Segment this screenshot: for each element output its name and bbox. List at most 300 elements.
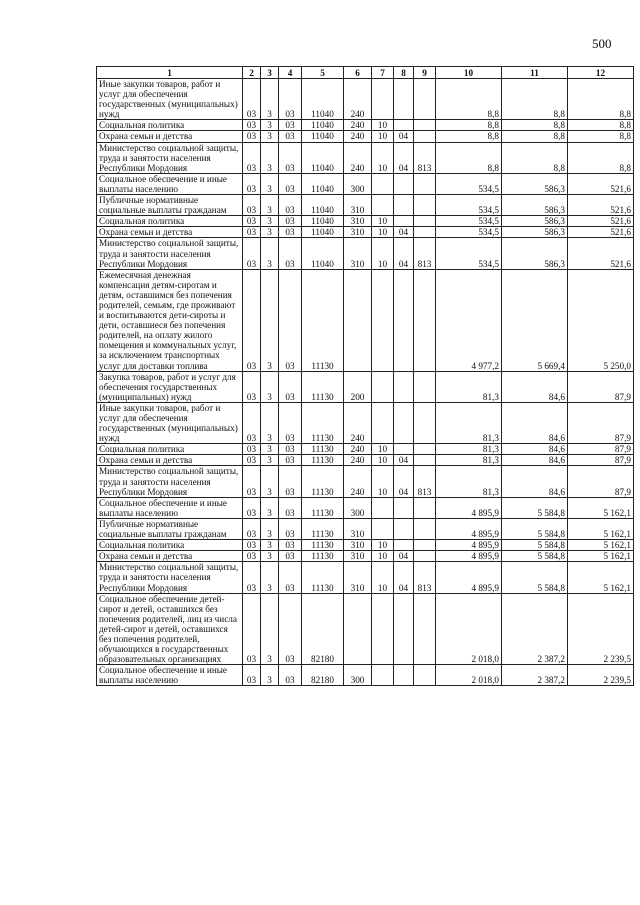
cell-amount-col-12: 8,8 <box>568 131 634 142</box>
cell-amount-col-11: 8,8 <box>502 131 568 142</box>
cell-section: 10 <box>372 562 394 593</box>
cell-amount-col-11: 8,8 <box>502 79 568 120</box>
cell-code-2: 3 <box>261 593 279 665</box>
cell-target-article: 11130 <box>302 269 344 371</box>
cell-name: Социальная политика <box>97 120 243 131</box>
cell-expense-type: 310 <box>344 518 372 539</box>
header-row <box>97 67 634 79</box>
cell-section <box>372 79 394 120</box>
cell-amount-col-11: 84,6 <box>502 455 568 466</box>
cell-code-3: 03 <box>279 402 302 443</box>
cell-expense-type: 310 <box>344 216 372 227</box>
cell-subsection <box>394 593 414 665</box>
cell-section: 10 <box>372 466 394 497</box>
column-header-8: 8 <box>394 67 414 79</box>
cell-amount-col-11: 5 584,8 <box>502 551 568 562</box>
cell-code-2: 3 <box>261 455 279 466</box>
table-row <box>97 444 634 455</box>
cell-code-3: 03 <box>279 238 302 269</box>
cell-amount-col-11: 84,6 <box>502 444 568 455</box>
column-header-1: 1 <box>97 67 243 79</box>
cell-expense-type: 240 <box>344 142 372 173</box>
column-header-11: 11 <box>502 67 568 79</box>
cell-code-1: 03 <box>243 371 261 402</box>
cell-target-article: 11040 <box>302 142 344 173</box>
table-row <box>97 551 634 562</box>
cell-amount-col-12: 5 162,1 <box>568 540 634 551</box>
cell-amount-col-12: 87,9 <box>568 402 634 443</box>
cell-subsection <box>394 518 414 539</box>
cell-code-1: 03 <box>243 402 261 443</box>
cell-code-1: 03 <box>243 173 261 194</box>
cell-ministry-code: 813 <box>414 142 436 173</box>
table-row <box>97 216 634 227</box>
cell-amount-col-11: 2 387,2 <box>502 593 568 665</box>
cell-expense-type: 300 <box>344 173 372 194</box>
cell-amount-col-11: 84,6 <box>502 466 568 497</box>
cell-amount-col-10: 8,8 <box>436 131 502 142</box>
cell-ministry-code: 813 <box>414 466 436 497</box>
cell-ministry-code <box>414 371 436 402</box>
cell-expense-type: 310 <box>344 195 372 216</box>
cell-name: Министерство социальной защиты, труда и занятости населения Республики Мордовия <box>97 466 243 497</box>
cell-ministry-code <box>414 665 436 686</box>
table-body <box>97 79 634 686</box>
cell-amount-col-10: 81,3 <box>436 402 502 443</box>
cell-section <box>372 497 394 518</box>
cell-target-article: 11040 <box>302 195 344 216</box>
table-row <box>97 120 634 131</box>
cell-code-3: 03 <box>279 227 302 238</box>
table-row <box>97 518 634 539</box>
cell-expense-type: 310 <box>344 551 372 562</box>
cell-amount-col-12: 2 239,5 <box>568 593 634 665</box>
cell-name: Охрана семьи и детства <box>97 551 243 562</box>
cell-expense-type: 300 <box>344 665 372 686</box>
cell-code-1: 03 <box>243 444 261 455</box>
cell-target-article: 11130 <box>302 466 344 497</box>
cell-amount-col-10: 8,8 <box>436 120 502 131</box>
cell-code-2: 3 <box>261 195 279 216</box>
page-number: 500 <box>592 36 612 51</box>
table-row <box>97 269 634 371</box>
table-row <box>97 665 634 686</box>
cell-ministry-code <box>414 551 436 562</box>
cell-amount-col-12: 521,6 <box>568 227 634 238</box>
cell-target-article: 11040 <box>302 227 344 238</box>
cell-code-3: 03 <box>279 216 302 227</box>
cell-amount-col-10: 81,3 <box>436 371 502 402</box>
cell-amount-col-12: 5 162,1 <box>568 497 634 518</box>
cell-amount-col-12: 521,6 <box>568 195 634 216</box>
cell-code-1: 03 <box>243 497 261 518</box>
cell-code-1: 03 <box>243 593 261 665</box>
cell-code-3: 03 <box>279 551 302 562</box>
cell-code-2: 3 <box>261 227 279 238</box>
cell-subsection: 04 <box>394 466 414 497</box>
cell-expense-type: 310 <box>344 227 372 238</box>
cell-code-3: 03 <box>279 593 302 665</box>
cell-amount-col-10: 8,8 <box>436 79 502 120</box>
table-row <box>97 195 634 216</box>
cell-code-3: 03 <box>279 455 302 466</box>
cell-amount-col-10: 4 895,9 <box>436 540 502 551</box>
budget-table <box>96 66 634 686</box>
cell-name: Ежемесячная денежная компенсация детям-сиротам и детям, оставшимся без попечения родителей, семьям, где проживают и воспитываются дети-сироты и дети, оставшиеся без попечения родителей, на оплату жилого помещения и коммунальных услуг, за исключением транспортных услуг для доставки топлива <box>97 269 243 371</box>
cell-ministry-code <box>414 195 436 216</box>
cell-code-3: 03 <box>279 371 302 402</box>
cell-ministry-code <box>414 173 436 194</box>
column-header-4: 4 <box>279 67 302 79</box>
cell-code-1: 03 <box>243 518 261 539</box>
table-row <box>97 540 634 551</box>
column-header-7: 7 <box>372 67 394 79</box>
column-header-6: 6 <box>344 67 372 79</box>
cell-ministry-code <box>414 227 436 238</box>
cell-code-3: 03 <box>279 120 302 131</box>
cell-amount-col-10: 534,5 <box>436 227 502 238</box>
cell-name: Закупка товаров, работ и услуг для обеспечения государственных (муниципальных) нужд <box>97 371 243 402</box>
cell-target-article: 11040 <box>302 238 344 269</box>
cell-expense-type: 240 <box>344 120 372 131</box>
cell-code-2: 3 <box>261 444 279 455</box>
cell-section: 10 <box>372 551 394 562</box>
cell-amount-col-10: 81,3 <box>436 466 502 497</box>
cell-amount-col-12: 2 239,5 <box>568 665 634 686</box>
table-row <box>97 593 634 665</box>
cell-code-1: 03 <box>243 195 261 216</box>
cell-name: Иные закупки товаров, работ и услуг для обеспечения государственных (муниципальных) нужд <box>97 79 243 120</box>
cell-ministry-code <box>414 593 436 665</box>
cell-code-2: 3 <box>261 402 279 443</box>
cell-subsection <box>394 444 414 455</box>
cell-code-3: 03 <box>279 173 302 194</box>
cell-subsection <box>394 371 414 402</box>
cell-target-article: 11040 <box>302 131 344 142</box>
cell-subsection: 04 <box>394 455 414 466</box>
cell-target-article: 11130 <box>302 402 344 443</box>
cell-target-article: 11130 <box>302 551 344 562</box>
cell-amount-col-12: 5 162,1 <box>568 551 634 562</box>
cell-amount-col-12: 8,8 <box>568 79 634 120</box>
cell-name: Социальное обеспечение и иные выплаты населению <box>97 173 243 194</box>
cell-amount-col-11: 586,3 <box>502 173 568 194</box>
cell-ministry-code <box>414 444 436 455</box>
cell-code-2: 3 <box>261 131 279 142</box>
cell-amount-col-10: 81,3 <box>436 444 502 455</box>
cell-section: 10 <box>372 238 394 269</box>
column-header-2: 2 <box>243 67 261 79</box>
cell-code-1: 03 <box>243 455 261 466</box>
cell-code-1: 03 <box>243 540 261 551</box>
cell-expense-type: 240 <box>344 444 372 455</box>
cell-code-1: 03 <box>243 227 261 238</box>
cell-section: 10 <box>372 455 394 466</box>
cell-amount-col-11: 5 584,8 <box>502 562 568 593</box>
cell-code-3: 03 <box>279 466 302 497</box>
cell-expense-type: 310 <box>344 238 372 269</box>
cell-section <box>372 371 394 402</box>
cell-target-article: 11130 <box>302 497 344 518</box>
cell-code-2: 3 <box>261 216 279 227</box>
table-row <box>97 402 634 443</box>
cell-code-3: 03 <box>279 444 302 455</box>
cell-target-article: 11130 <box>302 444 344 455</box>
column-header-3: 3 <box>261 67 279 79</box>
cell-amount-col-11: 5 584,8 <box>502 518 568 539</box>
cell-expense-type: 240 <box>344 79 372 120</box>
cell-subsection: 04 <box>394 131 414 142</box>
cell-name: Охрана семьи и детства <box>97 227 243 238</box>
cell-amount-col-11: 2 387,2 <box>502 665 568 686</box>
cell-target-article: 82180 <box>302 593 344 665</box>
cell-amount-col-11: 586,3 <box>502 216 568 227</box>
table-row <box>97 371 634 402</box>
cell-amount-col-10: 4 977,2 <box>436 269 502 371</box>
cell-name: Иные закупки товаров, работ и услуг для обеспечения государственных (муниципальных) нужд <box>97 402 243 443</box>
cell-code-2: 3 <box>261 238 279 269</box>
cell-ministry-code <box>414 518 436 539</box>
cell-ministry-code <box>414 216 436 227</box>
cell-section <box>372 518 394 539</box>
cell-amount-col-11: 84,6 <box>502 371 568 402</box>
cell-ministry-code: 813 <box>414 562 436 593</box>
cell-code-1: 03 <box>243 120 261 131</box>
column-header-10: 10 <box>436 67 502 79</box>
cell-subsection <box>394 216 414 227</box>
cell-target-article: 11040 <box>302 173 344 194</box>
column-header-5: 5 <box>302 67 344 79</box>
cell-ministry-code <box>414 79 436 120</box>
cell-target-article: 82180 <box>302 665 344 686</box>
cell-code-1: 03 <box>243 131 261 142</box>
cell-amount-col-10: 534,5 <box>436 195 502 216</box>
cell-amount-col-10: 4 895,9 <box>436 497 502 518</box>
cell-code-2: 3 <box>261 665 279 686</box>
cell-amount-col-10: 534,5 <box>436 173 502 194</box>
cell-code-3: 03 <box>279 79 302 120</box>
cell-code-3: 03 <box>279 665 302 686</box>
cell-section: 10 <box>372 444 394 455</box>
cell-name: Социальное обеспечение детей-сирот и детей, оставшихся без попечения родителей, лиц из числа детей-сирот и детей, оставшихся без попечения родителей, обучающихся в государственных образовательных организациях <box>97 593 243 665</box>
cell-ministry-code <box>414 455 436 466</box>
cell-expense-type: 240 <box>344 131 372 142</box>
table-row <box>97 227 634 238</box>
cell-amount-col-12: 5 162,1 <box>568 518 634 539</box>
cell-code-3: 03 <box>279 562 302 593</box>
cell-code-3: 03 <box>279 195 302 216</box>
cell-code-1: 03 <box>243 269 261 371</box>
cell-section <box>372 195 394 216</box>
cell-ministry-code <box>414 120 436 131</box>
table-row <box>97 497 634 518</box>
cell-ministry-code <box>414 540 436 551</box>
cell-target-article: 11130 <box>302 371 344 402</box>
cell-amount-col-12: 87,9 <box>568 455 634 466</box>
cell-code-2: 3 <box>261 173 279 194</box>
cell-section: 10 <box>372 227 394 238</box>
cell-code-3: 03 <box>279 131 302 142</box>
cell-name: Социальное обеспечение и иные выплаты населению <box>97 665 243 686</box>
table-row <box>97 131 634 142</box>
cell-expense-type: 300 <box>344 497 372 518</box>
cell-amount-col-12: 521,6 <box>568 238 634 269</box>
cell-amount-col-12: 87,9 <box>568 371 634 402</box>
table-row <box>97 238 634 269</box>
cell-subsection <box>394 195 414 216</box>
cell-section: 10 <box>372 142 394 173</box>
cell-section: 10 <box>372 540 394 551</box>
cell-section <box>372 402 394 443</box>
cell-target-article: 11130 <box>302 455 344 466</box>
column-header-9: 9 <box>414 67 436 79</box>
cell-section: 10 <box>372 120 394 131</box>
cell-subsection <box>394 79 414 120</box>
column-header-12: 12 <box>568 67 634 79</box>
table-row <box>97 79 634 120</box>
cell-expense-type: 240 <box>344 466 372 497</box>
cell-expense-type: 310 <box>344 562 372 593</box>
cell-amount-col-10: 81,3 <box>436 455 502 466</box>
cell-amount-col-10: 4 895,9 <box>436 551 502 562</box>
cell-code-2: 3 <box>261 142 279 173</box>
cell-expense-type <box>344 269 372 371</box>
table-row <box>97 455 634 466</box>
cell-amount-col-12: 87,9 <box>568 444 634 455</box>
cell-ministry-code <box>414 131 436 142</box>
cell-name: Публичные нормативные социальные выплаты гражданам <box>97 518 243 539</box>
cell-code-1: 03 <box>243 551 261 562</box>
cell-code-2: 3 <box>261 562 279 593</box>
table-row <box>97 173 634 194</box>
cell-section: 10 <box>372 131 394 142</box>
cell-amount-col-11: 8,8 <box>502 142 568 173</box>
cell-name: Социальная политика <box>97 216 243 227</box>
cell-target-article: 11130 <box>302 562 344 593</box>
cell-code-1: 03 <box>243 562 261 593</box>
cell-code-2: 3 <box>261 540 279 551</box>
cell-name: Социальная политика <box>97 444 243 455</box>
cell-code-3: 03 <box>279 497 302 518</box>
cell-amount-col-12: 8,8 <box>568 120 634 131</box>
cell-target-article: 11130 <box>302 518 344 539</box>
cell-name: Министерство социальной защиты, труда и занятости населения Республики Мордовия <box>97 238 243 269</box>
cell-section: 10 <box>372 216 394 227</box>
cell-amount-col-12: 87,9 <box>568 466 634 497</box>
cell-target-article: 11130 <box>302 540 344 551</box>
cell-amount-col-12: 5 250,0 <box>568 269 634 371</box>
cell-amount-col-11: 5 669,4 <box>502 269 568 371</box>
cell-expense-type: 310 <box>344 540 372 551</box>
cell-target-article: 11040 <box>302 79 344 120</box>
cell-subsection <box>394 173 414 194</box>
cell-code-1: 03 <box>243 79 261 120</box>
cell-subsection: 04 <box>394 238 414 269</box>
cell-subsection: 04 <box>394 562 414 593</box>
cell-expense-type: 200 <box>344 371 372 402</box>
cell-name: Охрана семьи и детства <box>97 131 243 142</box>
cell-section <box>372 269 394 371</box>
table-row <box>97 466 634 497</box>
cell-subsection <box>394 540 414 551</box>
cell-amount-col-10: 4 895,9 <box>436 518 502 539</box>
cell-code-2: 3 <box>261 269 279 371</box>
cell-section <box>372 665 394 686</box>
cell-ministry-code <box>414 269 436 371</box>
cell-amount-col-11: 586,3 <box>502 227 568 238</box>
cell-amount-col-10: 534,5 <box>436 238 502 269</box>
cell-code-2: 3 <box>261 551 279 562</box>
cell-amount-col-10: 2 018,0 <box>436 665 502 686</box>
cell-amount-col-10: 534,5 <box>436 216 502 227</box>
cell-subsection <box>394 269 414 371</box>
cell-amount-col-11: 5 584,8 <box>502 540 568 551</box>
cell-code-2: 3 <box>261 518 279 539</box>
cell-amount-col-11: 586,3 <box>502 195 568 216</box>
cell-amount-col-10: 2 018,0 <box>436 593 502 665</box>
cell-name: Охрана семьи и детства <box>97 455 243 466</box>
cell-name: Социальная политика <box>97 540 243 551</box>
cell-expense-type <box>344 593 372 665</box>
cell-code-3: 03 <box>279 518 302 539</box>
cell-code-1: 03 <box>243 216 261 227</box>
cell-amount-col-11: 5 584,8 <box>502 497 568 518</box>
cell-code-2: 3 <box>261 371 279 402</box>
cell-code-1: 03 <box>243 466 261 497</box>
cell-subsection: 04 <box>394 227 414 238</box>
cell-target-article: 11040 <box>302 120 344 131</box>
cell-code-3: 03 <box>279 142 302 173</box>
cell-code-2: 3 <box>261 120 279 131</box>
cell-code-2: 3 <box>261 466 279 497</box>
cell-amount-col-10: 8,8 <box>436 142 502 173</box>
cell-code-2: 3 <box>261 79 279 120</box>
cell-ministry-code <box>414 402 436 443</box>
cell-amount-col-10: 4 895,9 <box>436 562 502 593</box>
cell-code-1: 03 <box>243 142 261 173</box>
cell-code-2: 3 <box>261 497 279 518</box>
cell-code-1: 03 <box>243 665 261 686</box>
cell-amount-col-11: 84,6 <box>502 402 568 443</box>
cell-name: Публичные нормативные социальные выплаты гражданам <box>97 195 243 216</box>
cell-amount-col-11: 586,3 <box>502 238 568 269</box>
cell-amount-col-12: 8,8 <box>568 142 634 173</box>
cell-subsection <box>394 665 414 686</box>
cell-amount-col-12: 521,6 <box>568 173 634 194</box>
cell-subsection: 04 <box>394 551 414 562</box>
cell-code-1: 03 <box>243 238 261 269</box>
cell-ministry-code <box>414 497 436 518</box>
cell-amount-col-11: 8,8 <box>502 120 568 131</box>
cell-name: Социальное обеспечение и иные выплаты населению <box>97 497 243 518</box>
cell-code-3: 03 <box>279 269 302 371</box>
cell-name: Министерство социальной защиты, труда и занятости населения Республики Мордовия <box>97 562 243 593</box>
cell-amount-col-12: 521,6 <box>568 216 634 227</box>
cell-expense-type: 240 <box>344 402 372 443</box>
cell-name: Министерство социальной защиты, труда и занятости населения Республики Мордовия <box>97 142 243 173</box>
cell-section <box>372 593 394 665</box>
cell-amount-col-12: 5 162,1 <box>568 562 634 593</box>
cell-subsection <box>394 497 414 518</box>
cell-target-article: 11040 <box>302 216 344 227</box>
cell-subsection <box>394 402 414 443</box>
cell-ministry-code: 813 <box>414 238 436 269</box>
table-row <box>97 142 634 173</box>
cell-expense-type: 240 <box>344 455 372 466</box>
cell-subsection <box>394 120 414 131</box>
cell-code-3: 03 <box>279 540 302 551</box>
cell-subsection: 04 <box>394 142 414 173</box>
